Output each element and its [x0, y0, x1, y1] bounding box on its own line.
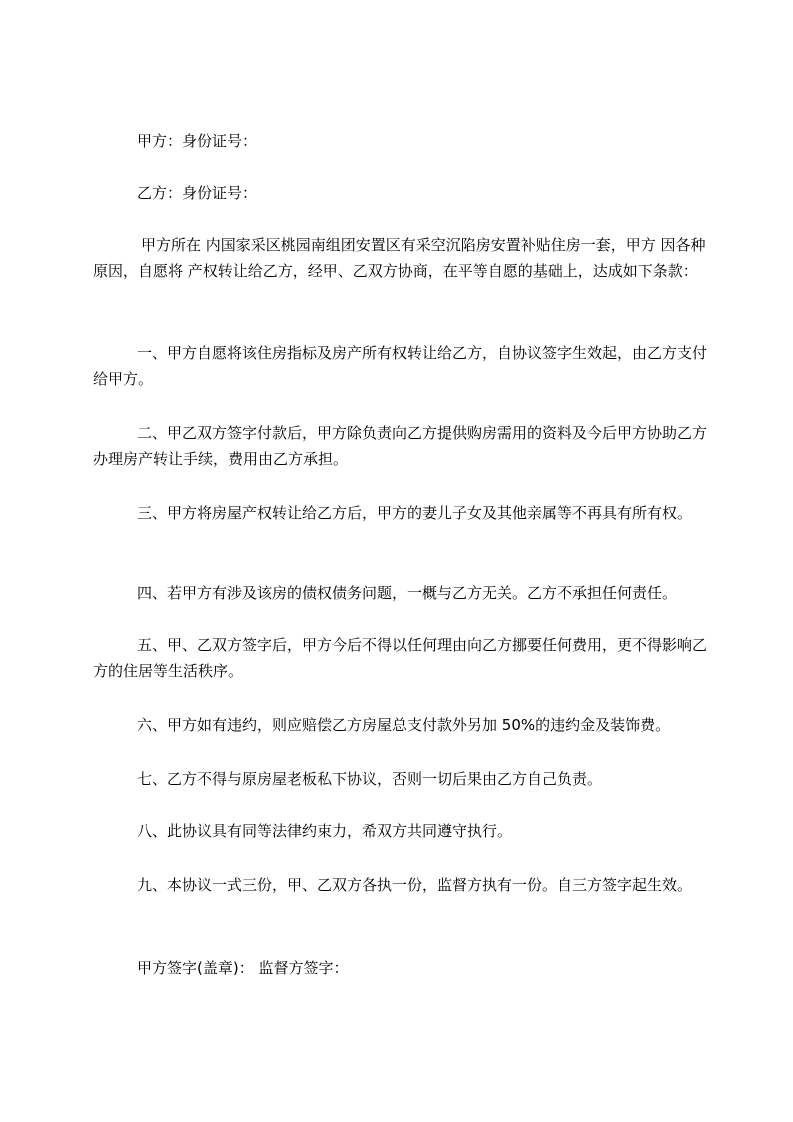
clause-8: 八、此协议具有同等法律约束力，希双方共同遵守执行。 — [137, 822, 513, 840]
clause-2: 二、甲乙双方签字付款后，甲方除负责向乙方提供购房需用的资料及今后甲方协助乙方办理房产转让手续，费用由乙方承担。 — [93, 424, 708, 468]
clause-4: 四、若甲方有涉及该房的债权债务问题，一概与乙方无关。乙方不承担任何责任。 — [137, 584, 678, 602]
party-a-line: 甲方：身份证号： — [137, 132, 258, 150]
clause-6: 六、甲方如有违约，则应赔偿乙方房屋总支付款外另加 50%的违约金及装饰费。 — [137, 716, 671, 734]
clause-5: 五、甲、乙双方签字后，甲方今后不得以任何理由向乙方挪要任何费用，更不得影响乙方的住居等生活秩序。 — [93, 636, 708, 680]
clause-3: 三、甲方将房屋产权转让给乙方后，甲方的妻儿子女及其他亲属等不再具有所有权。 — [137, 504, 693, 522]
party-b-line: 乙方：身份证号： — [137, 184, 258, 202]
clause-7: 七、乙方不得与原房屋老板私下协议，否则一切后果由乙方自己负责。 — [137, 770, 603, 788]
clause-9: 九、本协议一式三份，甲、乙双方各执一份，监督方执有一份。自三方签字起生效。 — [137, 876, 693, 894]
clause-1: 一、甲方自愿将该住房指标及房产所有权转让给乙方，自协议签字生效起，由乙方支付 给甲方。 — [93, 344, 708, 388]
intro-paragraph: 甲方所在 内国家采区桃园南组团安置区有采空沉陷房安置补贴住房一套，甲方 因各种原因，自愿将 产权转让给乙方，经甲、乙双方协商，在平等自愿的基础上，达成如下条款： — [93, 236, 706, 280]
signature-line: 甲方签字(盖章)： 监督方签字： — [137, 959, 349, 977]
